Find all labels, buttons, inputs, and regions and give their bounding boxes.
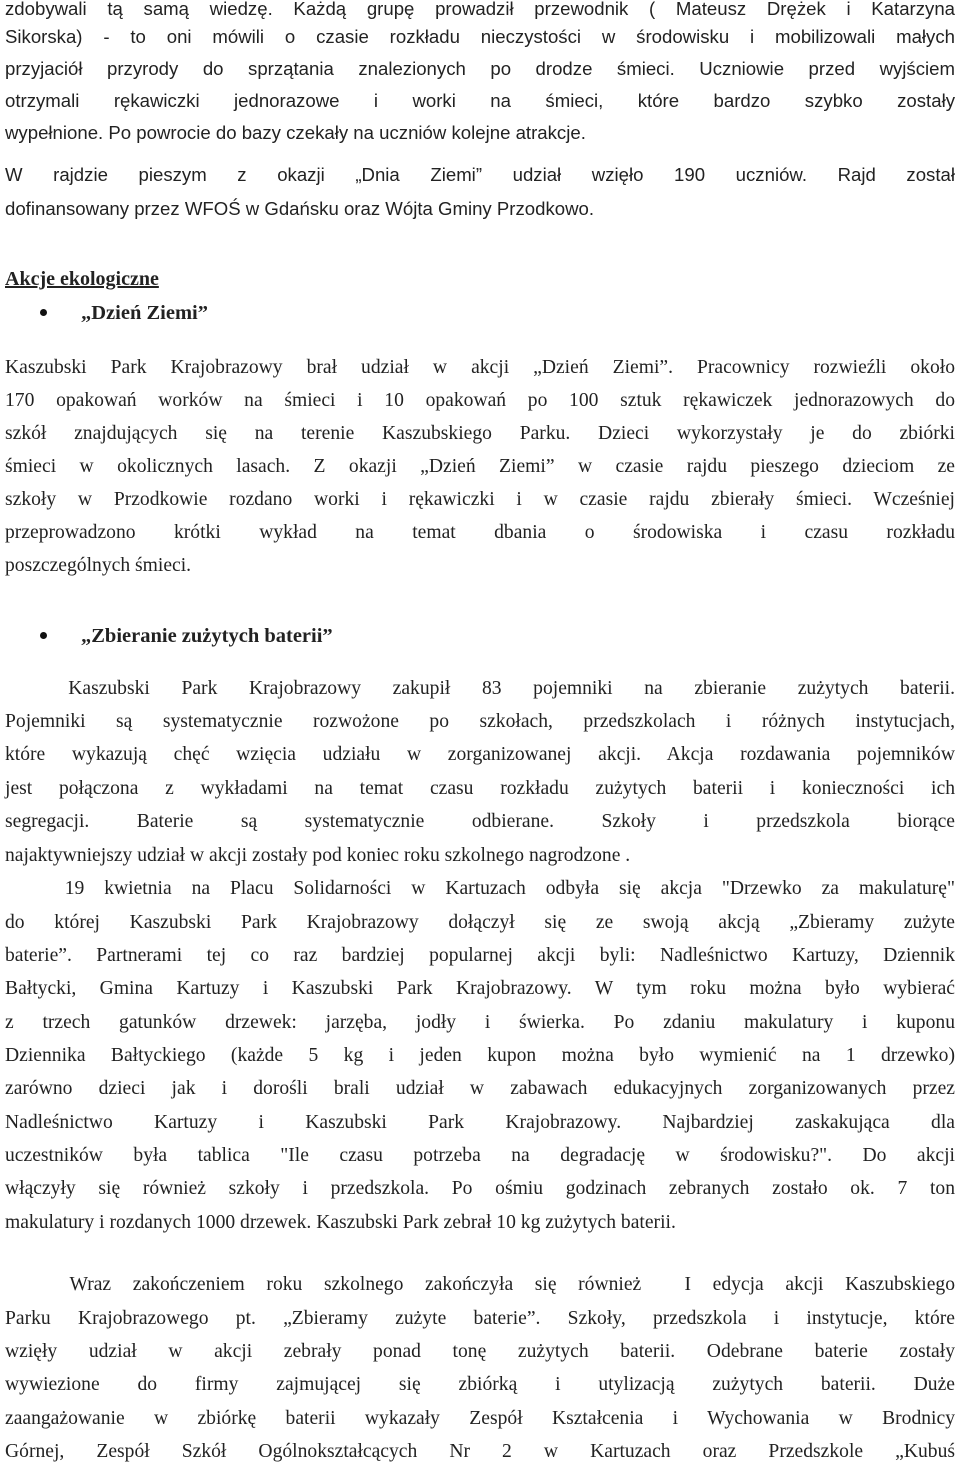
text-line: Bałtycki, Gmina Kartuzy i Kaszubski Park Krajobrazowy. W tym roku można było wybierać xyxy=(5,978,955,999)
text-line: W rajdzie pieszym z okazji „Dnia Ziemi” udział wzięło 190 uczniów. Rajd został xyxy=(5,164,955,185)
text-line: makulatury i rozdanych 1000 drzewek. Kaszubski Park zebrał 10 kg zużytych baterii. xyxy=(5,1212,676,1233)
text-line: Kaszubski Park Krajobrazowy brał udział w akcji „Dzień Ziemi”. Pracownicy rozwieźli około xyxy=(5,357,955,378)
bullet-icon xyxy=(40,632,47,639)
text-line: Nadleśnictwo Kartuzy i Kaszubski Park Krajobrazowy. Najbardziej zaskakująca dla xyxy=(5,1112,955,1133)
text-line: otrzymali rękawiczki jednorazowe i worki na śmieci, które bardzo szybko zostały xyxy=(5,90,955,111)
text-line: wypełnione. Po powrocie do bazy czekały na uczniów kolejne atrakcje. xyxy=(5,122,586,143)
text-line: Parku Krajobrazowego pt. „Zbieramy zużyte baterie”. Szkoły, przedszkola i instytucje, które xyxy=(5,1308,955,1329)
text-line: Kaszubski Park Krajobrazowy zakupił 83 pojemniki na zbieranie zużytych baterii. xyxy=(5,678,955,699)
text-line: Pojemniki są systematycznie rozwożone po szkołach, przedszkolach i różnych instytucjach, xyxy=(5,711,955,732)
text-line: szkoły w Przodkowie rozdano worki i rękawiczki i w czasie rajdu zbierały śmieci. Wcześniej xyxy=(5,489,955,510)
bullet-label: „Dzień Ziemi” xyxy=(81,302,208,324)
text-line: Górnej, Zespół Szkół Ogólnokształcących Nr 2 w Kartuzach oraz Przedszkole „Kubuś xyxy=(5,1441,955,1462)
section-heading: Akcje ekologiczne xyxy=(5,268,159,290)
text-line: szkół znajdujących się na terenie Kaszubskiego Parku. Dzieci wykorzystały je do zbiórki xyxy=(5,423,955,444)
text-line: dofinansowany przez WFOŚ w Gdańsku oraz Wójta Gminy Przodkowo. xyxy=(5,198,595,219)
text-line: z trzech gatunków drzewek: jarzęba, jodły i świerka. Po zdaniu makulatury i kuponu xyxy=(5,1012,955,1033)
text-line: włączyły się również szkoły i przedszkola. Po ośmiu godzinach zebranych zostało ok. 7 ton xyxy=(5,1178,955,1199)
text-line: Sikorska) - to oni mówili o czasie rozkładu nieczystości w środowisku i mobilizowali małych xyxy=(5,26,955,47)
text-line: wywiezione do firmy zajmującej się zbiórką i utylizacją zużytych baterii. Duże xyxy=(5,1374,955,1395)
text-line: do której Kaszubski Park Krajobrazowy dołączył się ze swoją akcją „Zbieramy zużyte xyxy=(5,912,955,933)
text-line: baterie”. Partnerami tej co raz bardziej popularnej akcji byli: Nadleśnictwo Kartuzy, Dziennik xyxy=(5,945,955,966)
text-line: wzięły udział w akcji zebrały ponad tonę zużytych baterii. Odebrane baterie zostały xyxy=(5,1341,955,1362)
bullet-icon xyxy=(40,309,47,316)
text-line: 170 opakowań worków na śmieci i 10 opakowań po 100 sztuk rękawiczek jednorazowych do xyxy=(5,390,955,411)
text-line: segregacji. Baterie są systematycznie odbierane. Szkoły i przedszkola biorące xyxy=(5,811,955,832)
bullet-item-dzien-ziemi xyxy=(40,300,208,326)
bullet-label: „Zbieranie zużytych baterii” xyxy=(81,625,333,647)
text-line: Dziennika Bałtyckiego (każde 5 kg i jeden kupon można było wymienić na 1 drzewko) xyxy=(5,1045,955,1066)
text-line: 19 kwietnia na Placu Solidarności w Kartuzach odbyła się akcja "Drzewko za makulaturę" xyxy=(5,878,955,899)
text-line: zarówno dzieci jak i dorośli brali udział w zabawach edukacyjnych zorganizowanych przez xyxy=(5,1078,955,1099)
text-line: poszczególnych śmieci. xyxy=(5,555,192,576)
text-line: które wykazują chęć wzięcia udziału w zorganizowanej akcji. Akcja rozdawania pojemników xyxy=(5,744,955,765)
text-line: Wraz zakończeniem roku szkolnego zakończyła się również I edycja akcji Kaszubskiego xyxy=(5,1274,955,1295)
text-line: przyjaciół przyrody do sprzątania znalezionych po drodze śmieci. Uczniowie przed wyjściem xyxy=(5,58,955,79)
text-line: uczestników była tablica "Ile czasu potrzeba na degradację w środowisku?". Do akcji xyxy=(5,1145,955,1166)
text-line: przeprowadzono krótki wykład na temat dbania o środowiska i czasu rozkładu xyxy=(5,522,955,543)
text-line: śmieci w okolicznych lasach. Z okazji „Dzień Ziemi” w czasie rajdu pieszego dzieciom ze xyxy=(5,456,955,477)
text-line: zaangażowanie w zbiórkę baterii wykazały Zespół Kształcenia i Wychowania w Brodnicy xyxy=(5,1408,955,1429)
bullet-item-zbieranie-baterii xyxy=(40,623,333,649)
text-line: najaktywniejszy udział w akcji zostały pod koniec roku szkolnego nagrodzone . xyxy=(5,845,631,866)
text-line: jest połączona z wykładami na temat czasu rozkładu zużytych baterii i konieczności ich xyxy=(5,778,955,799)
text-line: zdobywali tą samą wiedzę. Każdą grupę prowadził przewodnik ( Mateusz Drężek i Katarzyna xyxy=(5,0,955,19)
